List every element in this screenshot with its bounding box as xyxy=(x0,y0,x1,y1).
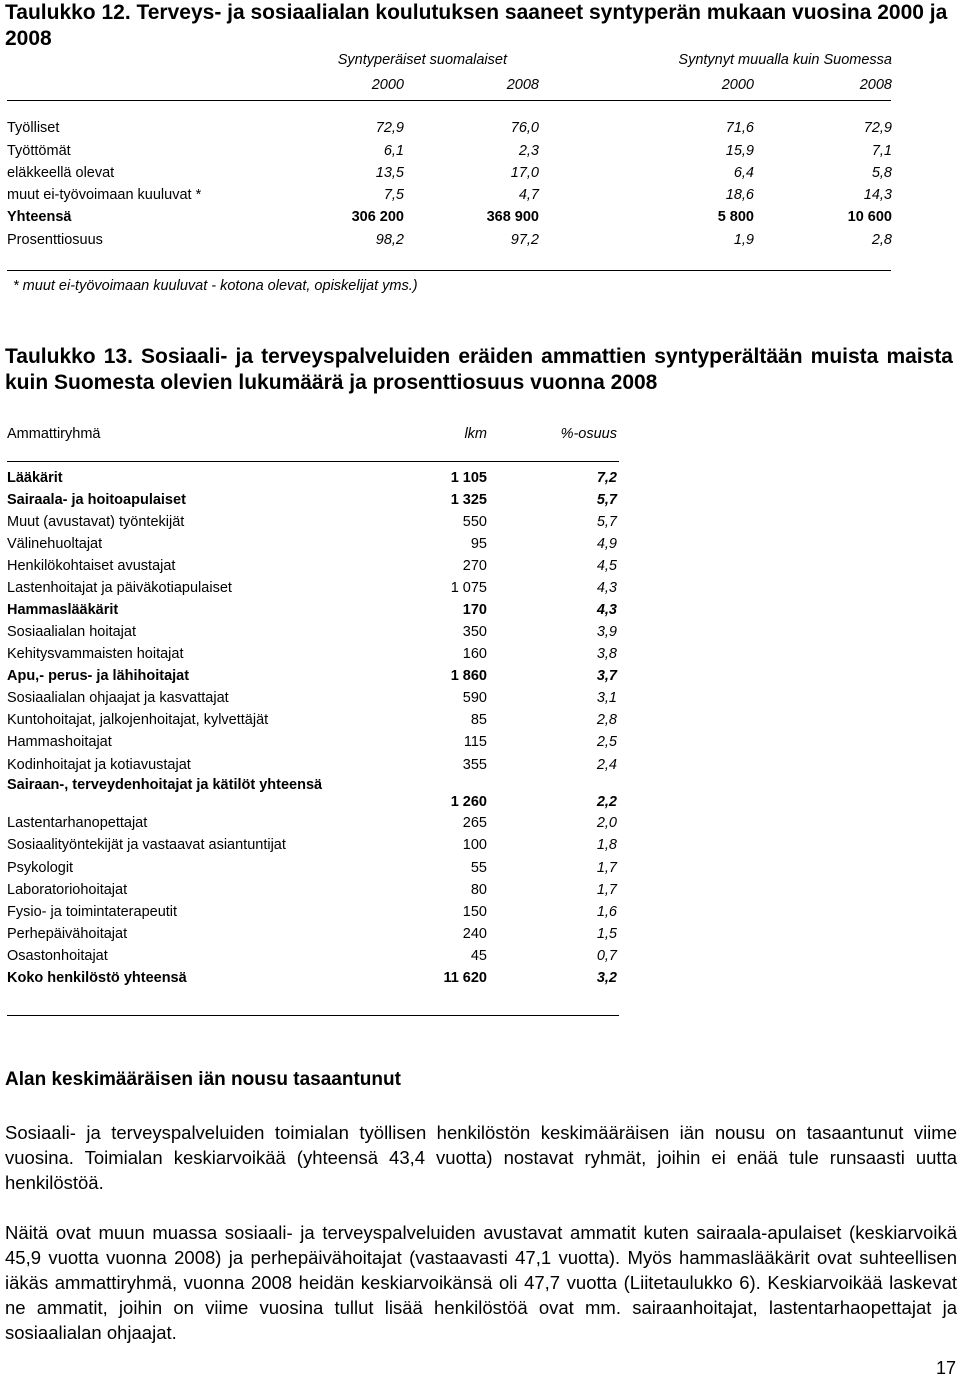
cell-count: 350 xyxy=(462,624,487,640)
cell-value: 14,3 xyxy=(863,187,892,203)
cell-count: 100 xyxy=(462,837,487,853)
cell-count: 115 xyxy=(463,734,487,750)
cell-share: 2,4 xyxy=(596,757,617,773)
row-label: Muut (avustavat) työntekijät xyxy=(7,514,185,530)
cell-share: 1,7 xyxy=(596,860,617,876)
table-row xyxy=(7,232,891,252)
row-label: Koko henkilöstö yhteensä xyxy=(7,970,187,986)
cell-share: 4,3 xyxy=(596,580,617,596)
table13-header-rule xyxy=(7,461,619,462)
table13-header-share: %-osuus xyxy=(560,426,617,442)
table-row xyxy=(7,187,891,207)
cell-count: 1 860 xyxy=(450,668,487,684)
row-label: Sosiaalityöntekijät ja vastaavat asiantuntijat xyxy=(7,837,286,853)
cell-count: 265 xyxy=(462,815,487,831)
row-label: Lastenhoitajat ja päiväkotiapulaiset xyxy=(7,580,232,596)
cell-value: 13,5 xyxy=(375,165,404,181)
row-label: Työlliset xyxy=(7,120,60,136)
cell-value: 1,9 xyxy=(733,232,754,248)
cell-share: 2,2 xyxy=(596,794,617,810)
body-paragraph: Näitä ovat muun muassa sosiaali- ja terveyspalveluiden avustavat ammatit kuten sairaala-apulaiset (keskiarvoikä 45,9 vuotta vuonna 2008) ja perhepäivähoitajat (vastaavasti 47,1 vuotta). Myös hammaslääkärit ovat suhteellisen iäkäs ammattiryhmä, vuonna 2008 heidän keskiarvoikänsä oli 47,7 vuotta (Liitetaulukko 6). Keskiarvoikää laskevat ne ammatit, joihin on viime vuosina tullut lisää henkilöstöä ovat mm. sairaanhoitajat, lastentarhaopettajat ja sosiaalialan ohjaajat. xyxy=(5,1222,957,1343)
cell-share: 4,5 xyxy=(596,558,617,574)
row-label: Lastentarhanopettajat xyxy=(7,815,148,831)
row-label: Kodinhoitajat ja kotiavustajat xyxy=(7,757,191,773)
table13-header-count: lkm xyxy=(464,426,487,442)
row-label: Kehitysvammaisten hoitajat xyxy=(7,646,184,662)
cell-count: 590 xyxy=(462,690,487,706)
cell-count: 1 105 xyxy=(450,470,487,486)
table13-bottom-rule xyxy=(7,1015,619,1016)
row-label: Henkilökohtaiset avustajat xyxy=(7,558,176,574)
cell-value: 18,6 xyxy=(725,187,754,203)
table13-caption: Taulukko 13. Sosiaali- ja terveyspalveluiden eräiden ammattien syntyperältään muista maista kuin Suomesta olevien lukumäärä ja prosenttiosuus vuonna 2008 xyxy=(5,345,953,394)
cell-value: 72,9 xyxy=(863,120,892,136)
cell-share: 2,5 xyxy=(596,734,617,750)
cell-value: 2,3 xyxy=(518,143,539,159)
cell-share: 3,7 xyxy=(596,668,617,684)
row-label: Osastonhoitajat xyxy=(7,948,108,964)
cell-count: 550 xyxy=(462,514,487,530)
table12-year-header: 2000 xyxy=(721,77,754,93)
cell-value: 97,2 xyxy=(510,232,539,248)
cell-value: 368 900 xyxy=(486,209,539,225)
table-row xyxy=(7,120,891,140)
table-row xyxy=(7,165,891,185)
cell-share: 4,3 xyxy=(596,602,617,618)
cell-count: 80 xyxy=(470,882,487,898)
cell-value: 76,0 xyxy=(510,120,539,136)
cell-value: 7,1 xyxy=(871,143,892,159)
cell-share: 4,9 xyxy=(596,536,617,552)
row-label: Apu,- perus- ja lähihoitajat xyxy=(7,668,190,684)
row-label: Prosenttiosuus xyxy=(7,232,103,248)
row-label: Sairaala- ja hoitoapulaiset xyxy=(7,492,186,508)
cell-count: 270 xyxy=(462,558,487,574)
table12-year-header: 2000 xyxy=(371,77,404,93)
row-label: Hammaslääkärit xyxy=(7,602,119,618)
cell-share: 2,0 xyxy=(596,815,617,831)
row-label: Sosiaalialan ohjaajat ja kasvattajat xyxy=(7,690,229,706)
cell-share: 3,2 xyxy=(596,970,617,986)
cell-share: 5,7 xyxy=(596,492,617,508)
cell-count: 240 xyxy=(462,926,487,942)
cell-value: 72,9 xyxy=(375,120,404,136)
cell-count: 11 620 xyxy=(443,970,487,986)
row-label: Fysio- ja toimintaterapeutit xyxy=(7,904,178,920)
cell-count: 1 325 xyxy=(450,492,487,508)
cell-value: 98,2 xyxy=(375,232,404,248)
cell-count: 160 xyxy=(462,646,487,662)
cell-count: 1 260 xyxy=(450,794,487,810)
cell-count: 85 xyxy=(470,712,487,728)
table-row xyxy=(7,143,891,163)
cell-value: 10 600 xyxy=(847,209,892,225)
cell-share: 1,5 xyxy=(596,926,617,942)
cell-count: 150 xyxy=(462,904,487,920)
cell-value: 2,8 xyxy=(871,232,892,248)
cell-value: 15,9 xyxy=(725,143,754,159)
cell-share: 0,7 xyxy=(596,948,617,964)
body-paragraph: Sosiaali- ja terveyspalveluiden toimialan työllisen henkilöstön keskimääräisen iän nousu on tasaantunut viime vuosina. Toimialan keskiarvoikää (yhteensä 43,4 vuotta) nostavat ryhmät, joihin ei enää tule runsaasti uutta henkilöstöä. xyxy=(5,1122,957,1193)
row-label: muut ei-työvoimaan kuuluvat * xyxy=(7,187,202,203)
row-label: Hammashoitajat xyxy=(7,734,112,750)
cell-share: 3,8 xyxy=(596,646,617,662)
cell-share: 1,6 xyxy=(596,904,617,920)
table12-group-header: Syntynyt muualla kuin Suomessa xyxy=(678,52,892,68)
row-label: eläkkeellä olevat xyxy=(7,165,115,181)
table12-year-header: 2008 xyxy=(506,77,539,93)
cell-share: 3,9 xyxy=(596,624,617,640)
row-label: Kuntohoitajat, jalkojenhoitajat, kylvettäjät xyxy=(7,712,269,728)
table13-header-group: Ammattiryhmä xyxy=(7,426,101,442)
row-label: Psykologit xyxy=(7,860,74,876)
cell-value: 5,8 xyxy=(871,165,892,181)
table-row xyxy=(7,209,891,229)
cell-count: 45 xyxy=(470,948,487,964)
cell-value: 5 800 xyxy=(717,209,754,225)
row-label: Sairaan-, terveydenhoitajat ja kätilöt yhteensä xyxy=(7,777,323,793)
row-label: Työttömät xyxy=(7,143,71,159)
cell-value: 7,5 xyxy=(383,187,404,203)
cell-share: 3,1 xyxy=(596,690,617,706)
cell-count: 355 xyxy=(462,757,487,773)
cell-value: 17,0 xyxy=(510,165,539,181)
cell-value: 306 200 xyxy=(351,209,404,225)
section-heading: Alan keskimääräisen iän nousu tasaantunut xyxy=(5,1069,401,1090)
cell-value: 6,1 xyxy=(383,143,404,159)
row-label: Perhepäivähoitajat xyxy=(7,926,128,942)
cell-share: 1,8 xyxy=(596,837,617,853)
row-label: Lääkärit xyxy=(7,470,63,486)
row-label: Laboratoriohoitajat xyxy=(7,882,128,898)
table12-caption: Taulukko 12. Terveys- ja sosiaalialan koulutuksen saaneet syntyperän mukaan vuosina 2000 ja 2008 xyxy=(5,1,948,50)
table12-group-header: Syntyperäiset suomalaiset xyxy=(337,52,507,68)
row-label: Sosiaalialan hoitajat xyxy=(7,624,136,640)
cell-value: 71,6 xyxy=(725,120,754,136)
row-label: Välinehuoltajat xyxy=(7,536,103,552)
page-number: 17 xyxy=(935,1358,956,1378)
cell-value: 4,7 xyxy=(518,187,539,203)
cell-count: 1 075 xyxy=(450,580,487,596)
cell-count: 95 xyxy=(470,536,487,552)
table12-year-header: 2008 xyxy=(859,77,892,93)
table12-bottom-rule xyxy=(7,270,891,271)
table12-footnote: * muut ei-työvoimaan kuuluvat - kotona olevat, opiskelijat yms.) xyxy=(13,278,418,294)
table12-header-rule xyxy=(7,100,891,101)
row-label: Yhteensä xyxy=(7,209,72,225)
cell-count: 55 xyxy=(470,860,487,876)
cell-share: 7,2 xyxy=(596,470,617,486)
cell-share: 1,7 xyxy=(596,882,617,898)
cell-share: 2,8 xyxy=(596,712,617,728)
cell-count: 170 xyxy=(462,602,487,618)
cell-share: 5,7 xyxy=(596,514,617,530)
cell-value: 6,4 xyxy=(733,165,754,181)
